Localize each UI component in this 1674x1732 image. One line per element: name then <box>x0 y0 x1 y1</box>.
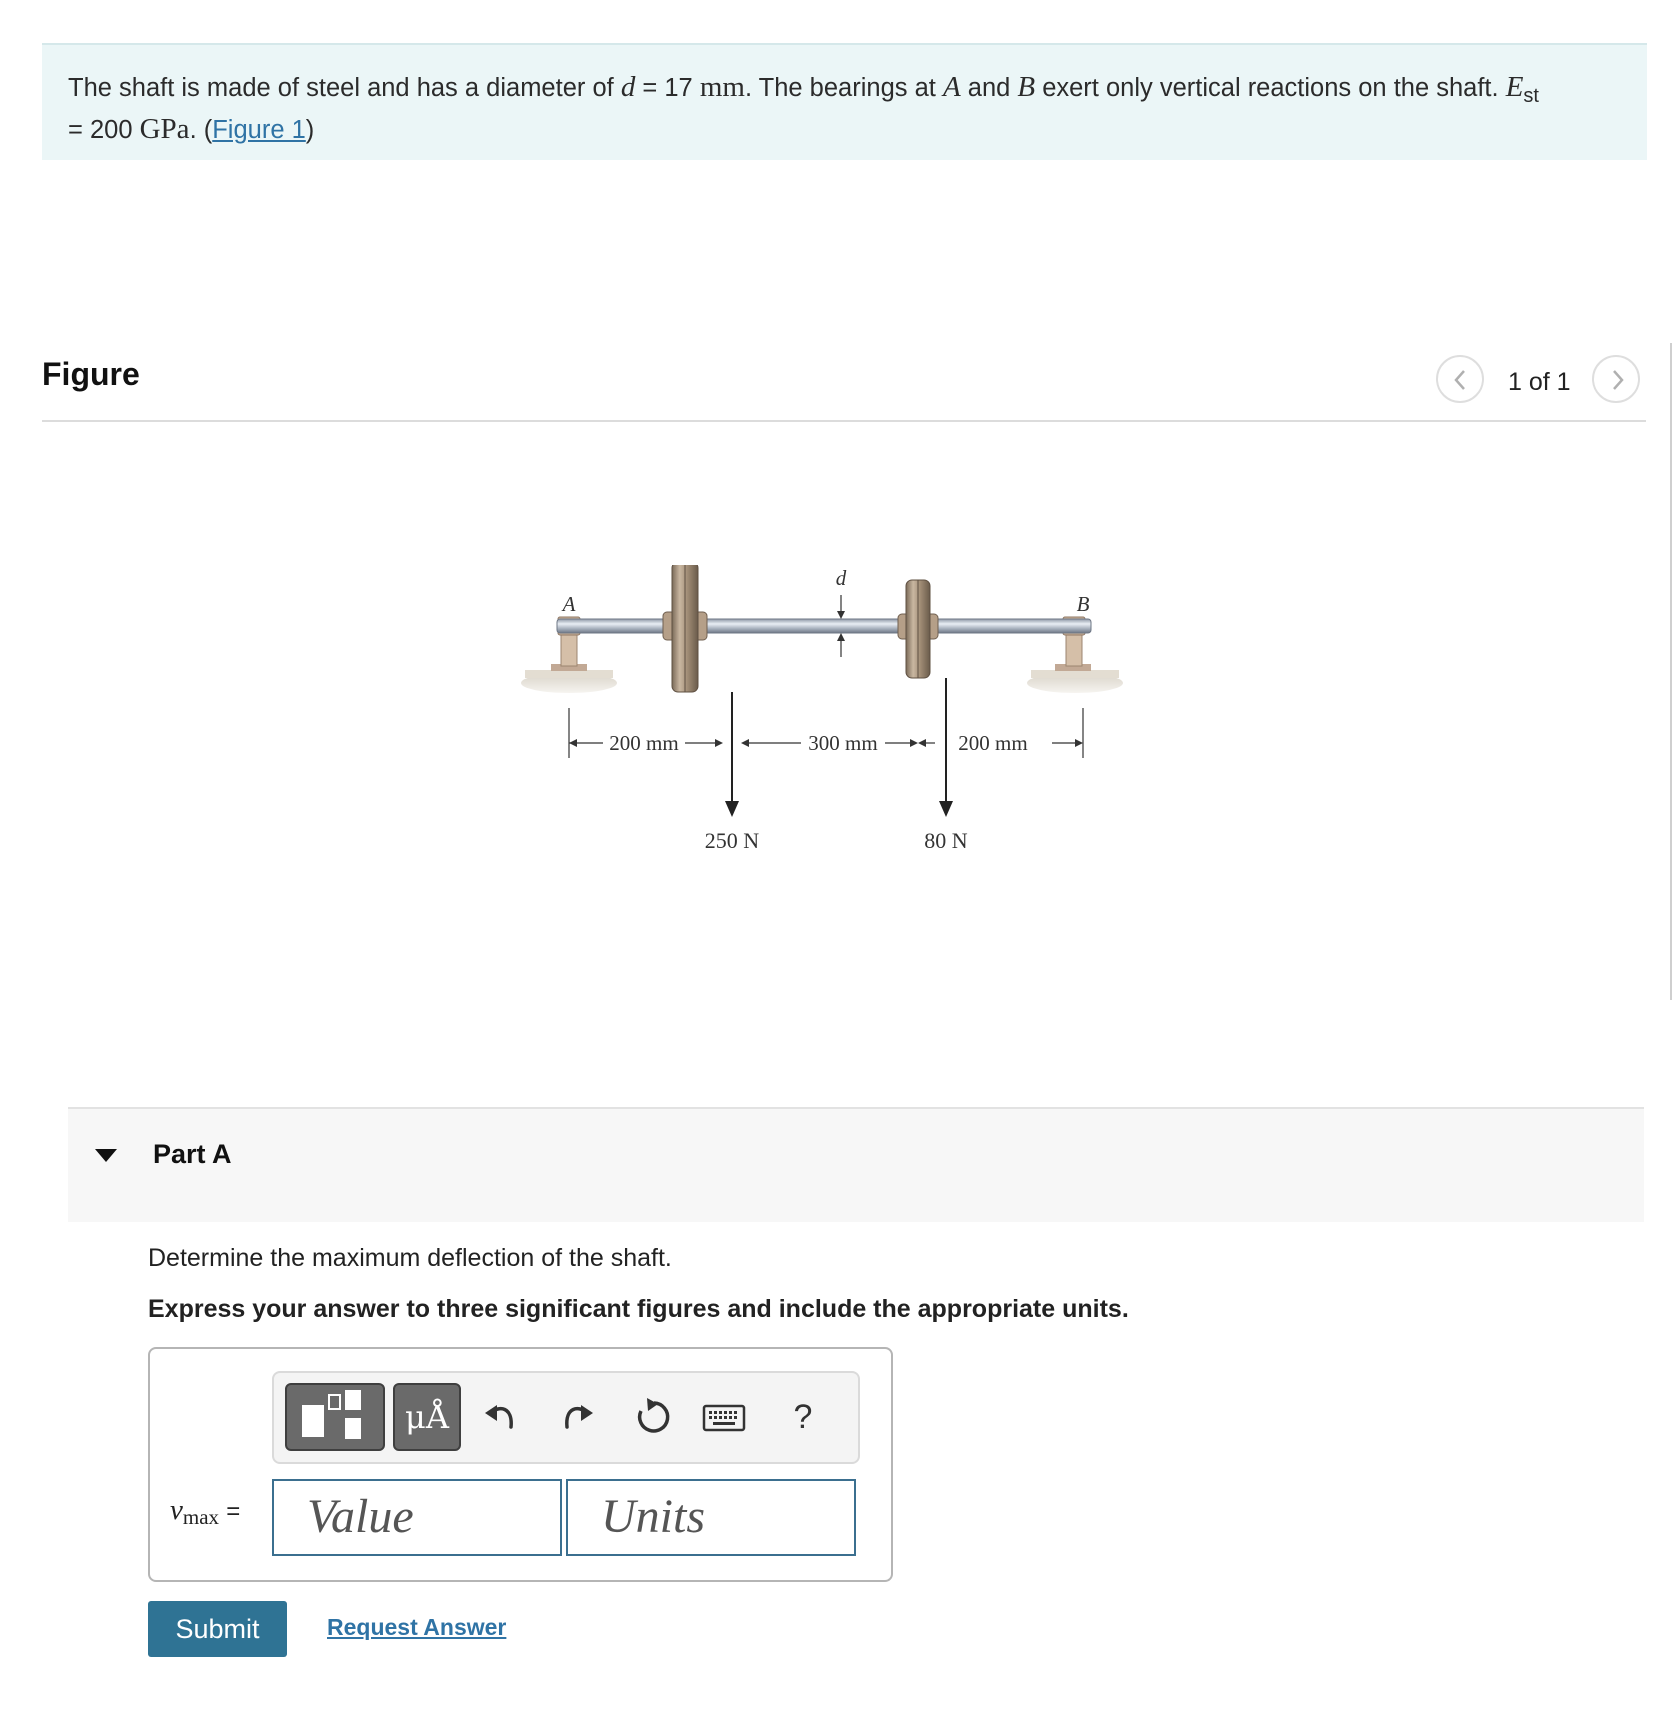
var-d: d <box>620 71 636 103</box>
problem-text: . The bearings at <box>744 74 943 102</box>
templates-icon <box>287 1385 383 1449</box>
load-arrow-1 <box>705 692 760 853</box>
dimension-line <box>569 708 1083 758</box>
units-input[interactable]: Units <box>566 1479 856 1556</box>
label-b: B <box>1076 592 1090 616</box>
figure-pager: 1 of 1 <box>1508 368 1571 396</box>
var-b: B <box>1017 71 1036 103</box>
problem-text: and <box>960 74 1018 102</box>
question-text: Determine the maximum deflection of the shaft. <box>148 1244 672 1272</box>
keyboard-icon <box>701 1400 747 1434</box>
figure-divider <box>42 420 1646 422</box>
diameter-marker <box>836 566 847 657</box>
dim-label-3: 200 mm <box>958 731 1028 755</box>
units-symbols-button[interactable]: μÅ <box>393 1383 461 1451</box>
math-toolbar <box>272 1371 860 1464</box>
redo-button[interactable] <box>557 1397 597 1437</box>
load-label-2: 80 N <box>924 828 968 853</box>
load-label-1: 250 N <box>704 828 760 853</box>
pulley-1 <box>663 565 707 692</box>
answer-variable-label <box>170 1494 240 1530</box>
request-answer-link[interactable]: Request Answer <box>327 1614 507 1640</box>
part-a-title: Part A <box>153 1139 232 1169</box>
load-arrow-2 <box>924 678 968 853</box>
equals-sign: = <box>226 1498 241 1525</box>
undo-icon <box>481 1397 521 1437</box>
var-a: A <box>942 71 961 103</box>
next-figure-button[interactable] <box>1592 355 1640 403</box>
figure-link[interactable]: Figure 1 <box>212 116 306 145</box>
label-d: d <box>835 566 847 590</box>
dim-label-2: 300 mm <box>808 731 878 755</box>
problem-eq: = 17 <box>635 74 700 102</box>
reset-button[interactable] <box>632 1395 676 1439</box>
shaft <box>557 619 1091 633</box>
var-e-subscript: st <box>1523 85 1539 108</box>
keyboard-button[interactable] <box>701 1400 747 1434</box>
value-input[interactable]: Value <box>272 1479 562 1556</box>
prev-figure-button[interactable] <box>1436 355 1484 403</box>
dim-label-1: 200 mm <box>609 731 679 755</box>
problem-text: ) <box>305 116 315 145</box>
figure-heading: Figure <box>42 356 140 392</box>
chevron-right-icon <box>1607 369 1627 391</box>
templates-button[interactable] <box>285 1383 385 1451</box>
undo-button[interactable] <box>481 1397 521 1437</box>
answer-box <box>148 1347 893 1582</box>
label-a: A <box>562 592 576 616</box>
caret-down-icon[interactable] <box>95 1149 117 1163</box>
chevron-left-icon <box>1451 369 1471 391</box>
problem-statement <box>42 43 1647 160</box>
var-subscript: max <box>182 1505 220 1529</box>
pulley-2 <box>898 580 938 678</box>
var-v: v <box>170 1494 183 1526</box>
problem-eq: = 200 <box>68 116 140 145</box>
problem-text: . ( <box>189 116 213 145</box>
problem-text: exert only vertical reactions on the shaft. <box>1035 74 1506 102</box>
shaft-diagram <box>515 565 1175 855</box>
help-button[interactable]: ? <box>793 1398 813 1436</box>
unit-mm: mm <box>699 71 745 103</box>
submit-button[interactable]: Submit <box>148 1601 287 1657</box>
var-e: E <box>1505 71 1524 103</box>
unit-gpa: GPa <box>139 113 190 146</box>
instruction-text: Express your answer to three significant figures and include the appropriate units. <box>148 1295 1129 1323</box>
redo-icon <box>557 1397 597 1437</box>
problem-text: The shaft is made of steel and has a diameter of <box>68 74 621 102</box>
reset-icon <box>632 1395 676 1439</box>
scrollbar[interactable] <box>1670 343 1672 1000</box>
part-a-header[interactable] <box>68 1107 1644 1222</box>
